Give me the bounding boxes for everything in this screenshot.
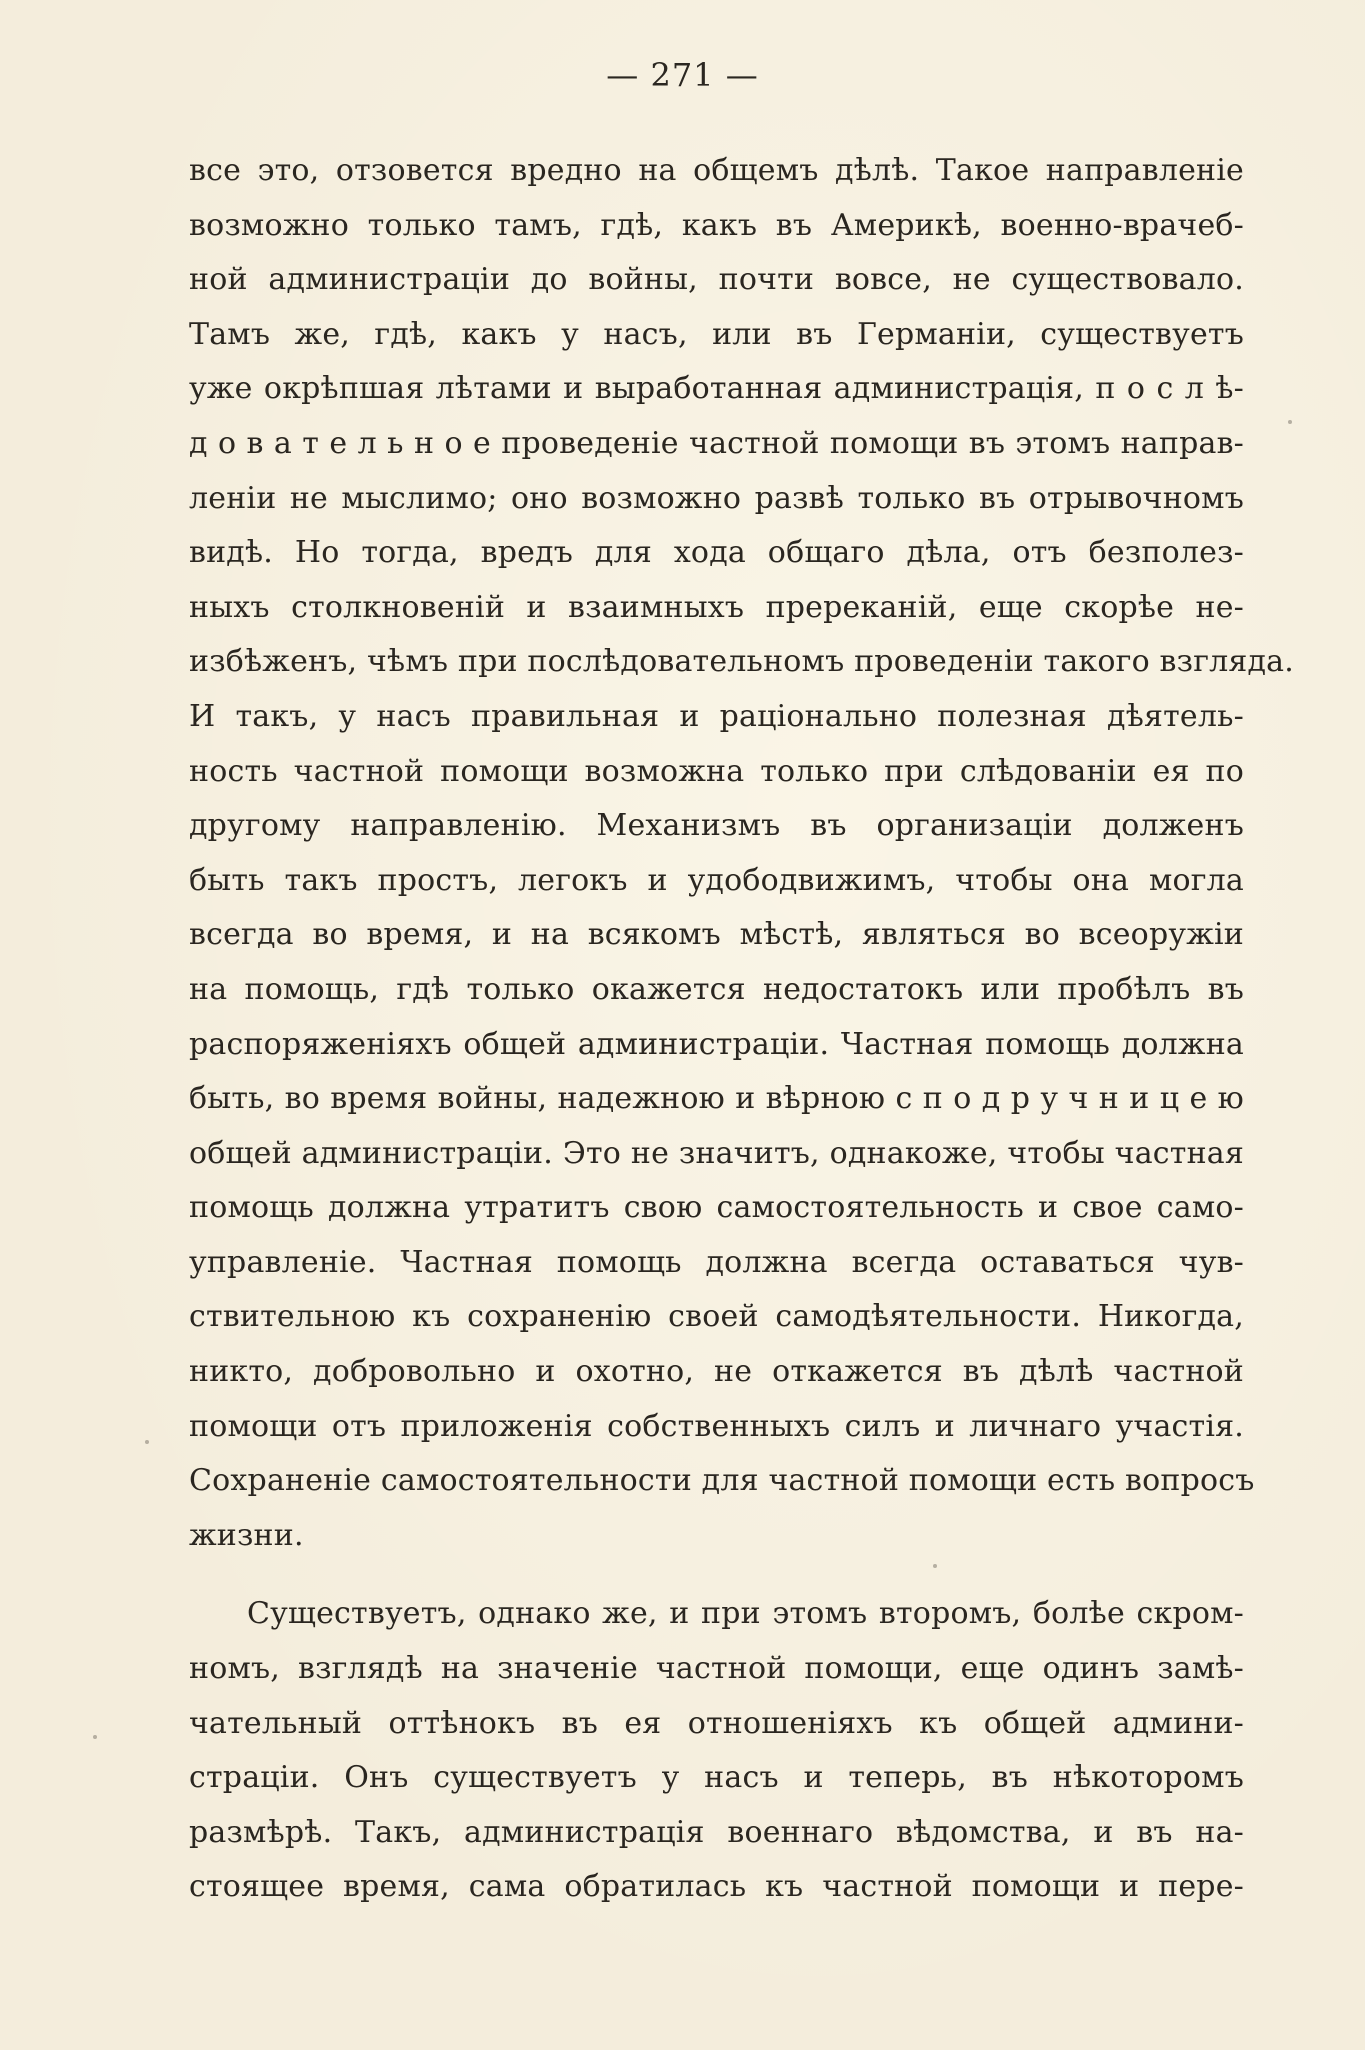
page-number: — 271 — bbox=[606, 56, 759, 94]
paragraph-1 bbox=[189, 144, 1295, 1563]
text-line: Существуетъ, однако же, и при этомъ второмъ, болѣе скром- bbox=[247, 1596, 1244, 1632]
paper-speck bbox=[93, 1735, 97, 1739]
text-line: номъ, взглядѣ на значеніе частной помощи, еще одинъ замѣ- bbox=[189, 1651, 1244, 1687]
text-line: видѣ. Но тогда, вредъ для хода общаго дѣла, отъ безполез- bbox=[189, 535, 1244, 571]
paper-speck bbox=[145, 1440, 149, 1444]
text-line: на помощь, гдѣ только окажется недостатокъ или пробѣлъ въ bbox=[189, 971, 1244, 1007]
text-line: д о в а т е л ь н о е проведеніе частной помощи въ этомъ направ- bbox=[189, 425, 1244, 461]
text-line: всегда во время, и на всякомъ мѣстѣ, являться во всеоружіи bbox=[189, 917, 1244, 953]
text-line: общей администраціи. Это не значитъ, однакоже, чтобы частная bbox=[189, 1135, 1244, 1171]
text-line: ствительною къ сохраненію своей самодѣятельности. Никогда, bbox=[189, 1299, 1244, 1335]
text-line: Сохраненіе самостоятельности для частной помощи есть вопросъ bbox=[189, 1463, 1255, 1499]
text-line: страціи. Онъ существуетъ у насъ и теперь, въ нѣкоторомъ bbox=[189, 1760, 1244, 1796]
paragraph-2 bbox=[189, 1587, 1244, 1915]
paper-speck bbox=[933, 1564, 937, 1568]
text-line: помощь должна утратитъ свою самостоятельность и свое само- bbox=[189, 1190, 1244, 1226]
text-line: леніи не мыслимо; оно возможно развѣ только въ отрывочномъ bbox=[189, 480, 1244, 516]
text-line: все это, отзовется вредно на общемъ дѣлѣ. Такое направленіе bbox=[189, 153, 1244, 188]
text-line: размѣрѣ. Такъ, администрація военнаго вѣдомства, и въ на- bbox=[189, 1814, 1244, 1850]
body-text bbox=[189, 144, 1295, 1915]
text-line: чательный оттѣнокъ въ ея отношеніяхъ къ общей админи- bbox=[189, 1705, 1244, 1741]
text-line: стоящее время, сама обратилась къ частной помощи и пере- bbox=[189, 1869, 1244, 1905]
text-line: распоряженіяхъ общей администраціи. Частная помощь должна bbox=[189, 1026, 1244, 1062]
text-line: уже окрѣпшая лѣтами и выработанная администрація, п о с л ѣ- bbox=[189, 371, 1244, 407]
paper-speck bbox=[1288, 420, 1292, 424]
text-line: быть, во время войны, надежною и вѣрною с п о д р у ч н и ц е ю bbox=[189, 1081, 1244, 1117]
text-line: жизни. bbox=[189, 1517, 304, 1553]
text-line: возможно только тамъ, гдѣ, какъ въ Америкѣ, военно-врачеб- bbox=[189, 207, 1244, 243]
text-line: быть такъ простъ, легокъ и удободвижимъ, чтобы она могла bbox=[189, 862, 1244, 898]
text-line: ныхъ столкновеній и взаимныхъ пререканій, еще скорѣе не- bbox=[189, 589, 1244, 625]
text-line: никто, добровольно и охотно, не откажется въ дѣлѣ частной bbox=[189, 1354, 1244, 1390]
text-line: Тамъ же, гдѣ, какъ у насъ, или въ Германіи, существуетъ bbox=[189, 316, 1244, 352]
text-line: ной администраціи до войны, почти вовсе, не существовало. bbox=[189, 262, 1244, 298]
paragraph-spacer bbox=[189, 1563, 1244, 1587]
text-line: другому направленію. Механизмъ въ организаціи долженъ bbox=[189, 808, 1244, 844]
text-line: избѣженъ, чѣмъ при послѣдовательномъ проведеніи такого взгляда. bbox=[189, 644, 1295, 680]
text-line: И такъ, у насъ правильная и раціонально полезная дѣятель- bbox=[189, 698, 1244, 734]
text-line: ность частной помощи возможна только при слѣдованіи ея по bbox=[189, 753, 1244, 789]
text-line: управленіе. Частная помощь должна всегда оставаться чув- bbox=[189, 1244, 1244, 1280]
text-line: помощи отъ приложенія собственныхъ силъ и личнаго участія. bbox=[189, 1408, 1244, 1444]
